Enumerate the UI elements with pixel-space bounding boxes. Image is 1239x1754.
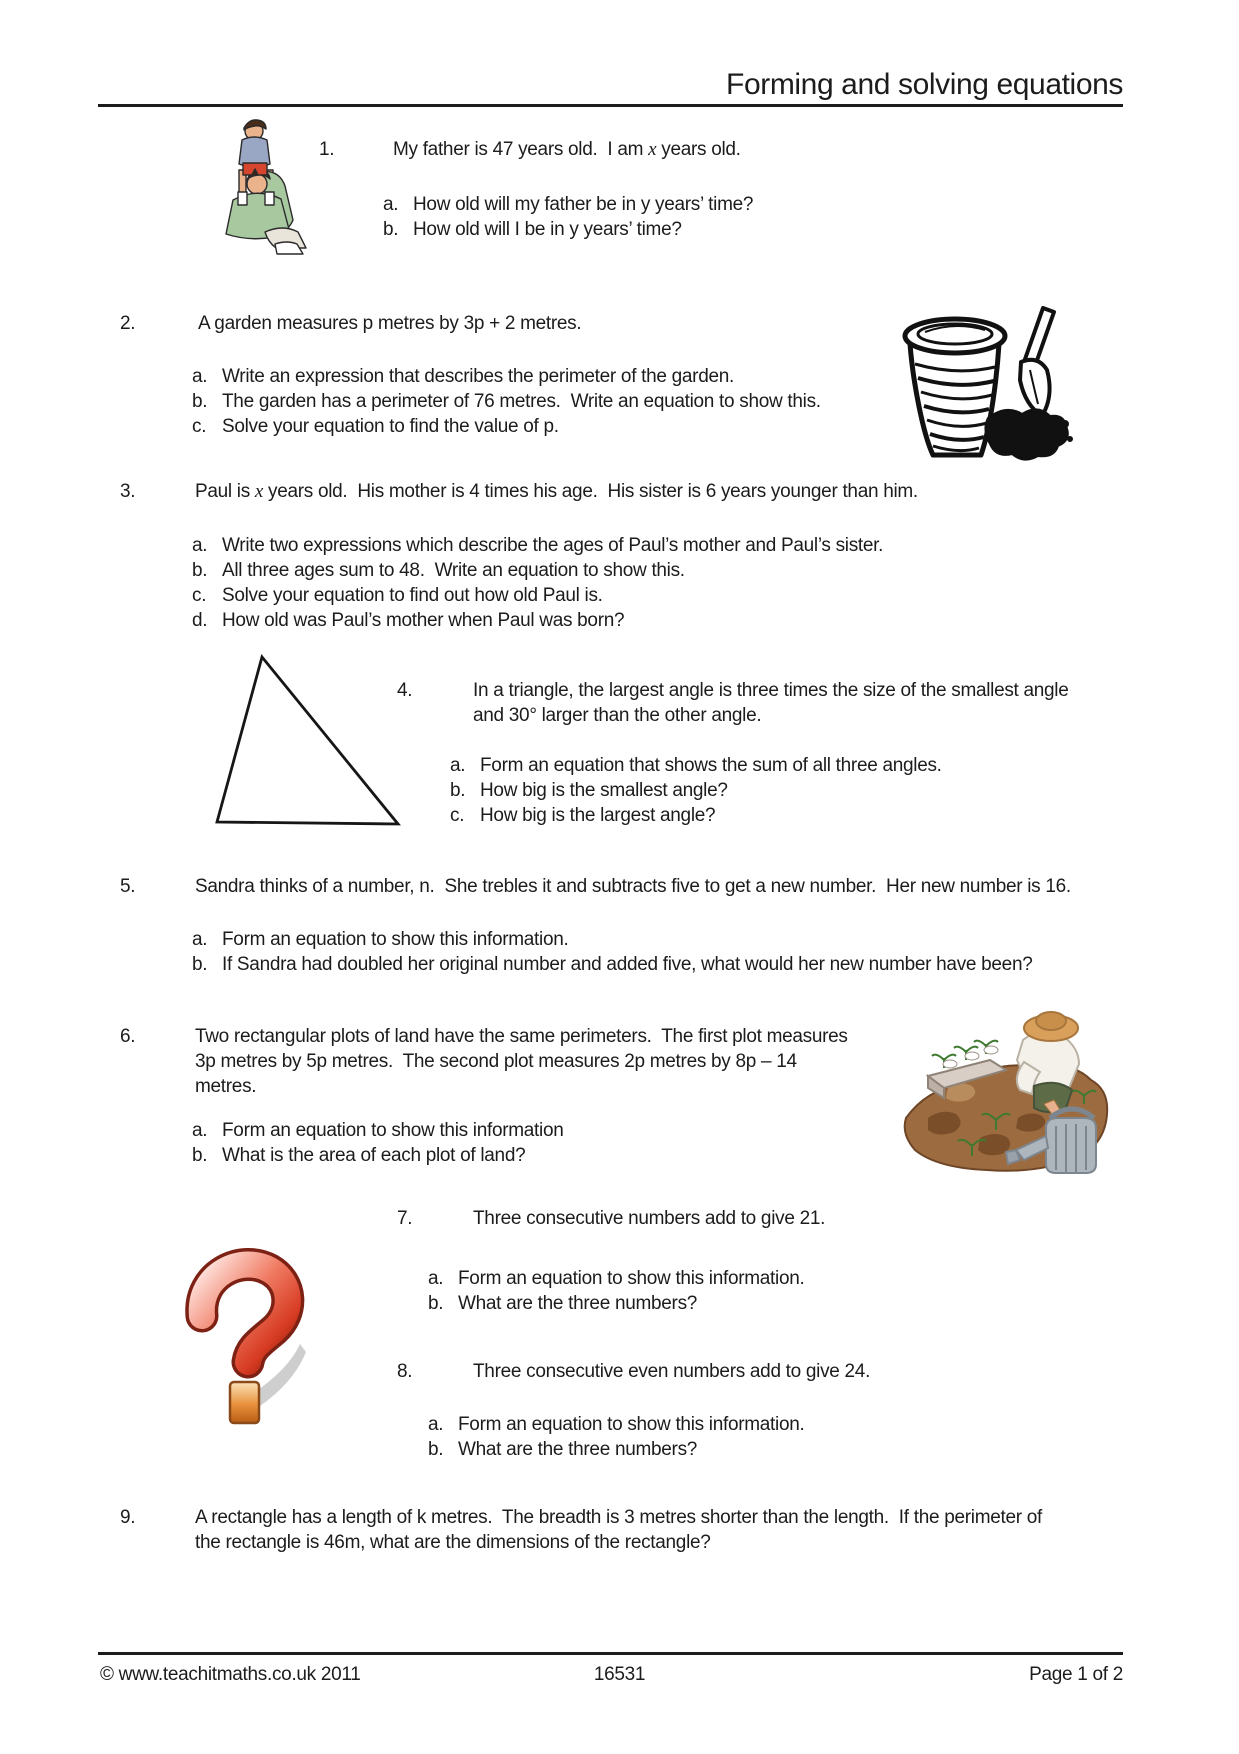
q4-item-a-label: a. bbox=[450, 755, 466, 776]
q5-body: Sandra thinks of a number, n. She trebles it and subtracts five to get a new number. Her new number is 16. bbox=[195, 876, 1071, 897]
q5-number: 5. bbox=[120, 876, 136, 897]
q6-number: 6. bbox=[120, 1026, 136, 1047]
q3-item-a-text: Write two expressions which describe the ages of Paul’s mother and Paul’s sister. bbox=[222, 535, 884, 556]
footer-rule bbox=[98, 1652, 1123, 1655]
question-mark-clipart bbox=[178, 1248, 308, 1433]
q6-body-line-1: Two rectangular plots of land have the same perimeters. The first plot measures bbox=[195, 1026, 848, 1047]
q1-item-b-text: How old will I be in y years’ time? bbox=[413, 219, 682, 240]
q1-item-b-label: b. bbox=[383, 219, 399, 240]
q2-item-b-text: The garden has a perimeter of 76 metres. Write an equation to show this. bbox=[222, 391, 821, 412]
q3-item-c-text: Solve your equation to find out how old Paul is. bbox=[222, 585, 603, 606]
q4-body-line-2: and 30° larger than the other angle. bbox=[473, 705, 762, 726]
q7-item-a-text: Form an equation to show this information. bbox=[458, 1268, 805, 1289]
q4-item-c-label: c. bbox=[450, 805, 465, 826]
page-title: Forming and solving equations bbox=[726, 68, 1123, 101]
q2-item-c-text: Solve your equation to find the value of p. bbox=[222, 416, 559, 437]
q4-item-b-label: b. bbox=[450, 780, 466, 801]
q2-item-c-label: c. bbox=[192, 416, 207, 437]
q5-item-a-text: Form an equation to show this information. bbox=[222, 929, 569, 950]
q4-item-a-text: Form an equation that shows the sum of all three angles. bbox=[480, 755, 942, 776]
q3-item-b-text: All three ages sum to 48. Write an equation to show this. bbox=[222, 560, 685, 581]
q1-body: My father is 47 years old. I am x years old. bbox=[393, 139, 741, 160]
flower-pot-trowel-clipart bbox=[893, 306, 1078, 468]
q8-number: 8. bbox=[397, 1361, 413, 1382]
q8-body: Three consecutive even numbers add to give 24. bbox=[473, 1361, 871, 1382]
q2-item-a-label: a. bbox=[192, 366, 208, 387]
q3-item-d-text: How old was Paul’s mother when Paul was born? bbox=[222, 610, 625, 631]
q8-item-a-text: Form an equation to show this information. bbox=[458, 1414, 805, 1435]
q1-item-a-text: How old will my father be in y years’ time? bbox=[413, 194, 754, 215]
q6-item-b-label: b. bbox=[192, 1145, 208, 1166]
q4-body-line-1: In a triangle, the largest angle is three times the size of the smallest angle bbox=[473, 680, 1069, 701]
q5-item-b-text: If Sandra had doubled her original number and added five, what would her new number have been? bbox=[222, 954, 1033, 975]
q4-number: 4. bbox=[397, 680, 413, 701]
footer-page-number: Page 1 of 2 bbox=[1029, 1664, 1123, 1685]
q1-number: 1. bbox=[319, 139, 335, 160]
q3-number: 3. bbox=[120, 481, 136, 502]
q3-body: Paul is x years old. His mother is 4 times his age. His sister is 6 years younger than him. bbox=[195, 481, 918, 502]
q2-item-b-label: b. bbox=[192, 391, 208, 412]
q2-item-a-text: Write an expression that describes the perimeter of the garden. bbox=[222, 366, 734, 387]
q6-item-b-text: What is the area of each plot of land? bbox=[222, 1145, 526, 1166]
q8-item-b-text: What are the three numbers? bbox=[458, 1439, 698, 1460]
father-child-clipart bbox=[205, 116, 320, 258]
q7-item-a-label: a. bbox=[428, 1268, 444, 1289]
q9-body-line-2: the rectangle is 46m, what are the dimensions of the rectangle? bbox=[195, 1532, 711, 1553]
q4-item-c-text: How big is the largest angle? bbox=[480, 805, 716, 826]
q7-item-b-text: What are the three numbers? bbox=[458, 1293, 698, 1314]
triangle-diagram bbox=[207, 650, 407, 830]
q7-item-b-label: b. bbox=[428, 1293, 444, 1314]
q3-item-a-label: a. bbox=[192, 535, 208, 556]
q9-number: 9. bbox=[120, 1507, 136, 1528]
q6-body-line-2: 3p metres by 5p metres. The second plot measures 2p metres by 8p – 14 bbox=[195, 1051, 797, 1072]
q2-body: A garden measures p metres by 3p + 2 metres. bbox=[198, 313, 582, 334]
q6-body-line-3: metres. bbox=[195, 1076, 257, 1097]
footer-document-id: 16531 bbox=[593, 1664, 646, 1685]
q3-item-b-label: b. bbox=[192, 560, 208, 581]
q3-item-d-label: d. bbox=[192, 610, 208, 631]
footer-copyright: © www.teachitmaths.co.uk 2011 bbox=[100, 1664, 361, 1685]
q9-body-line-1: A rectangle has a length of k metres. The breadth is 3 metres shorter than the length. If the perimeter of bbox=[195, 1507, 1043, 1528]
q1-item-a-label: a. bbox=[383, 194, 399, 215]
q7-body: Three consecutive numbers add to give 21. bbox=[473, 1208, 826, 1229]
gardener-clipart bbox=[888, 998, 1113, 1183]
q4-item-b-text: How big is the smallest angle? bbox=[480, 780, 728, 801]
q7-number: 7. bbox=[397, 1208, 413, 1229]
q6-item-a-text: Form an equation to show this information bbox=[222, 1120, 564, 1141]
q6-item-a-label: a. bbox=[192, 1120, 208, 1141]
q8-item-a-label: a. bbox=[428, 1414, 444, 1435]
q5-item-b-label: b. bbox=[192, 954, 208, 975]
q2-number: 2. bbox=[120, 313, 136, 334]
q3-item-c-label: c. bbox=[192, 585, 207, 606]
q5-item-a-label: a. bbox=[192, 929, 208, 950]
q8-item-b-label: b. bbox=[428, 1439, 444, 1460]
header-rule bbox=[98, 104, 1123, 107]
